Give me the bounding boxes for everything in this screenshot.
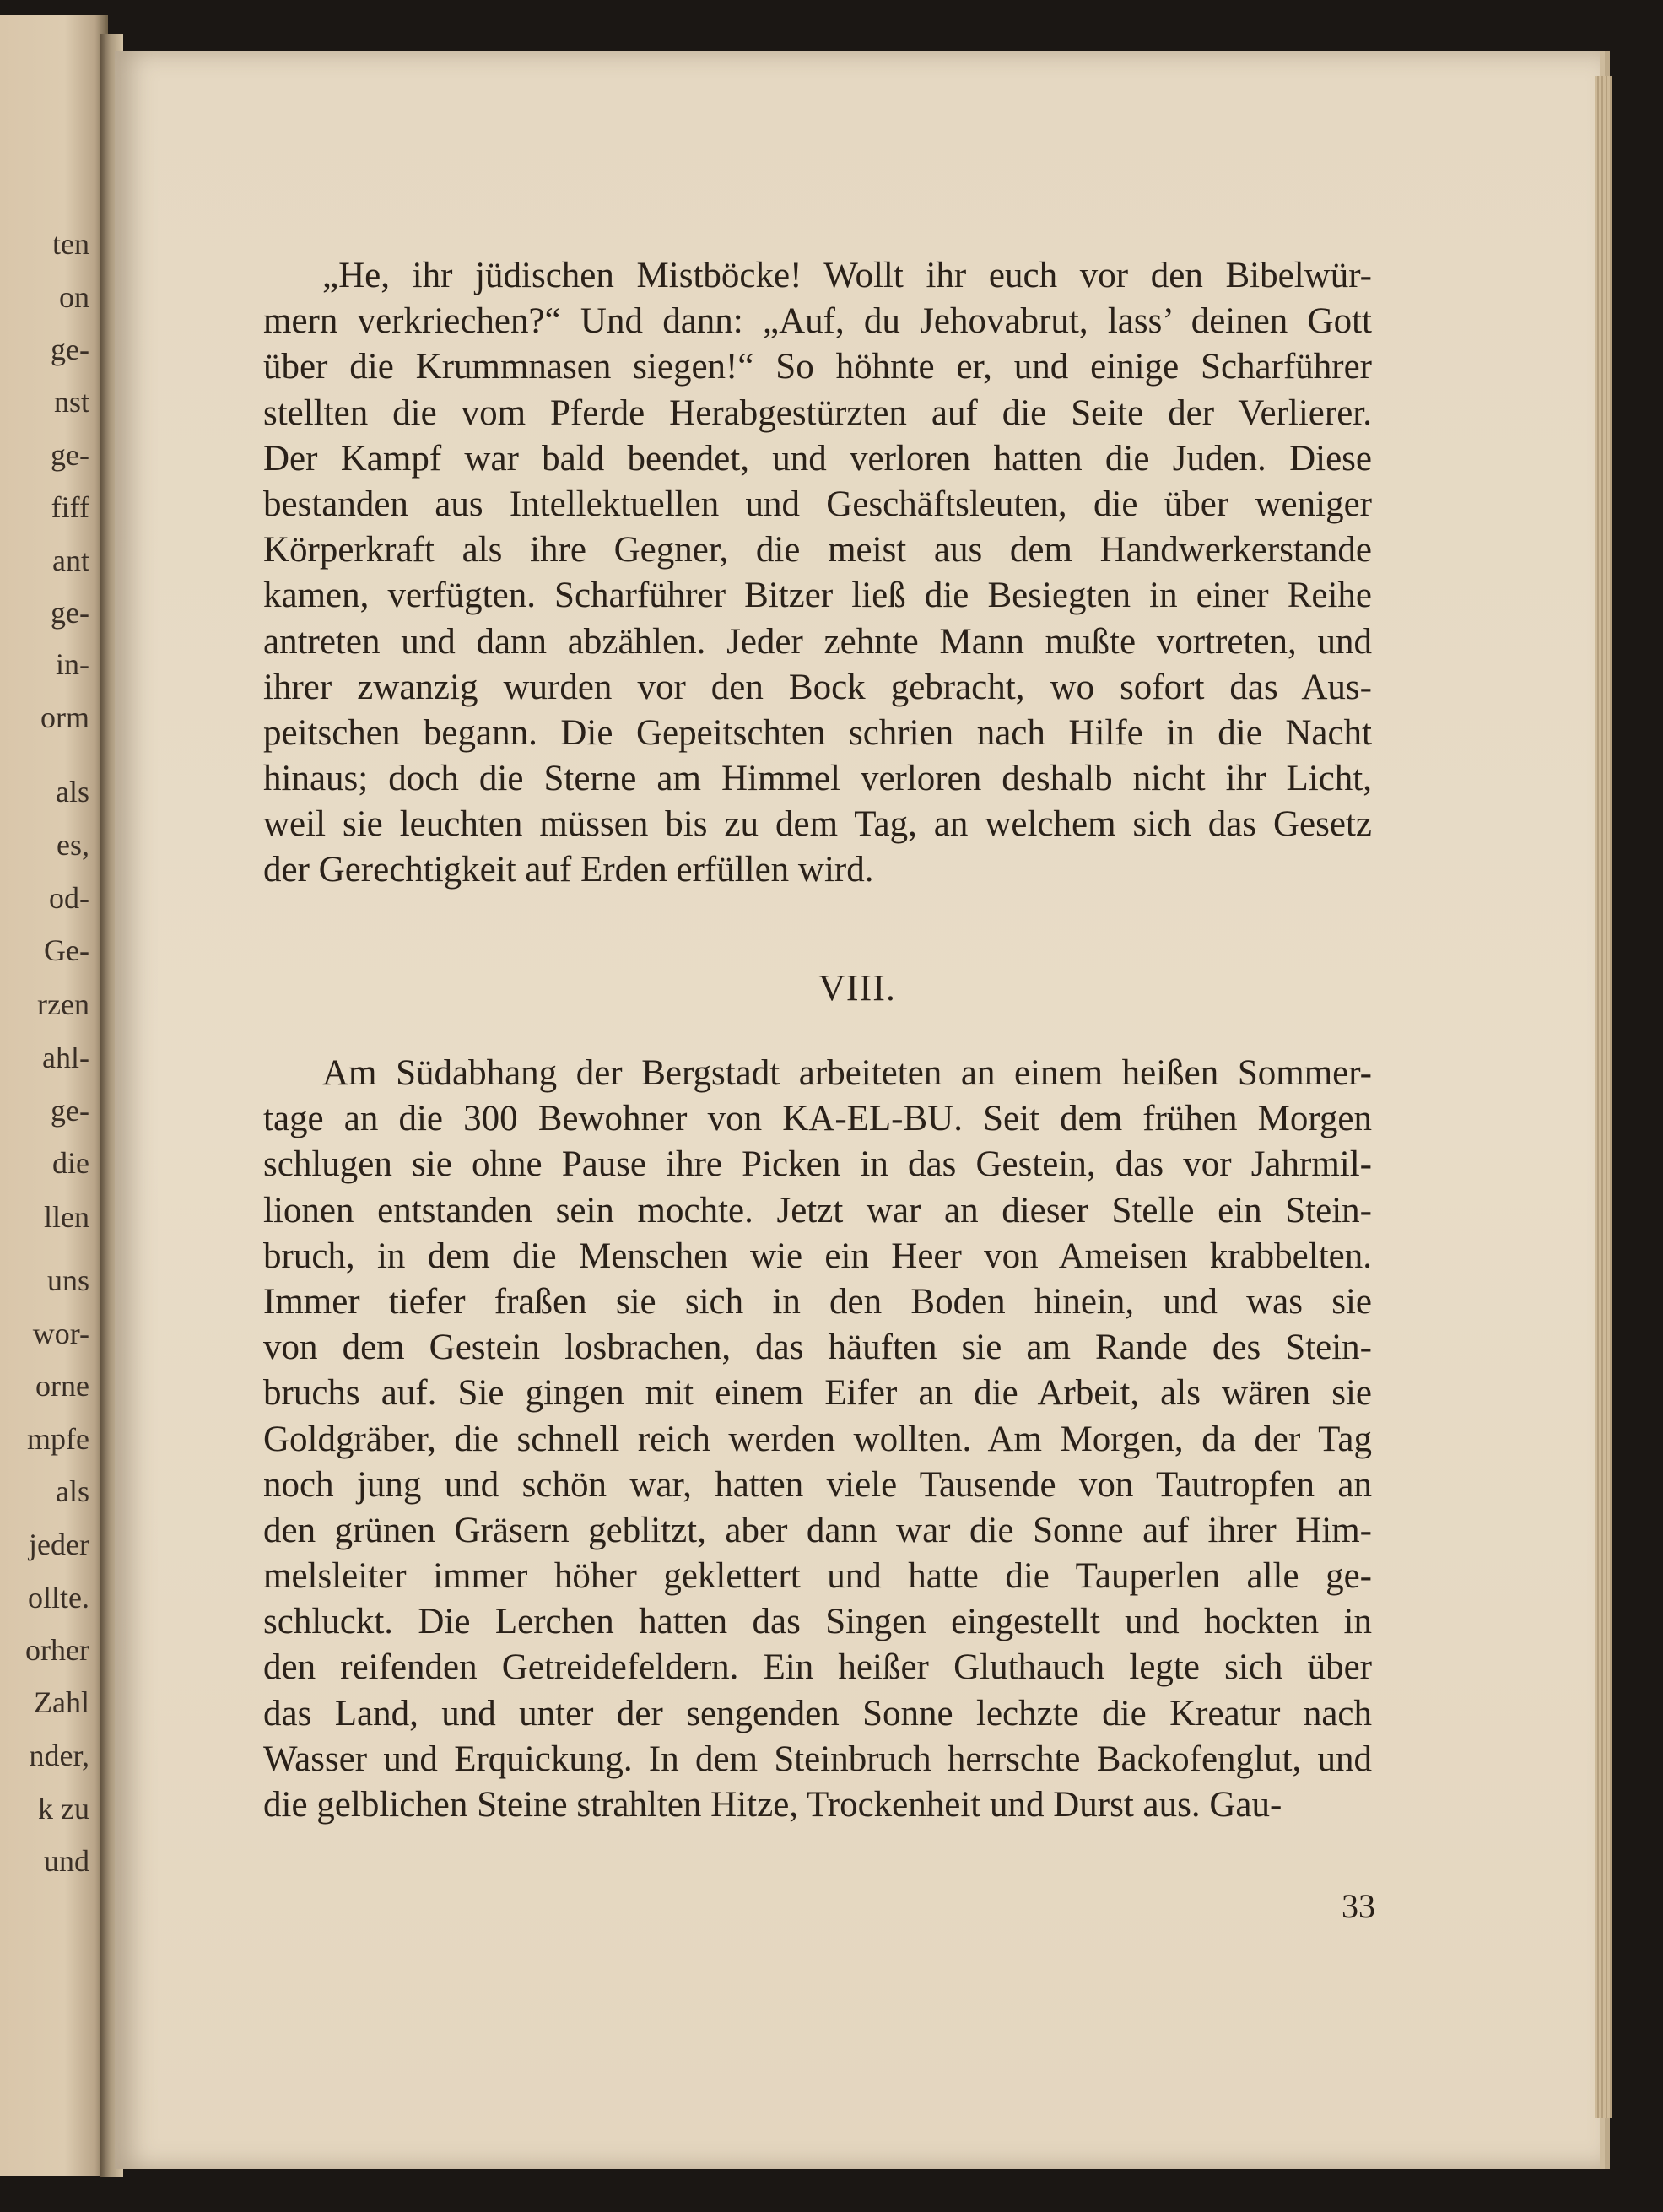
text-line: bruch, in dem die Menschen wie ein Heer von Ameisen krabbelten.: [263, 1236, 1372, 1276]
text-line: bruchs auf. Sie gingen mit einem Eifer an die Arbeit, als wären sie: [263, 1373, 1372, 1414]
left-page-text-fragment: und: [44, 1844, 89, 1878]
text-line: hinaus; doch die Sterne am Himmel verloren deshalb nicht ihr Licht,: [263, 759, 1372, 799]
text-line: schluckt. Die Lerchen hatten das Singen eingestellt und hockten in: [263, 1602, 1372, 1642]
left-page-text-fragment: in-: [56, 647, 89, 681]
left-page-text-fragment: orher: [25, 1633, 89, 1667]
text-line: peitschen begann. Die Gepeitschten schrien nach Hilfe in die Nacht: [263, 712, 1372, 753]
left-page-text-fragment: ant: [52, 544, 89, 577]
left-page-text-fragment: Ge-: [44, 933, 89, 967]
left-page-text-fragment: ge-: [51, 438, 89, 472]
text-line: Wasser und Erquickung. In dem Steinbruch herrschte Backofenglut, und: [263, 1739, 1372, 1779]
left-page-text-fragment: es,: [57, 828, 89, 862]
text-line: antreten und dann abzählen. Jeder zehnte Mann mußte vortreten, und: [263, 621, 1372, 662]
left-page-text-fragment: rzen: [37, 987, 89, 1021]
left-page-text-fragment: ten: [52, 227, 89, 261]
left-page-text-fragment: mpfe: [27, 1422, 89, 1456]
left-page-text-fragment: als: [56, 1474, 89, 1508]
text-line: „He, ihr jüdischen Mistböcke! Wollt ihr euch vor den Bibelwür-: [322, 256, 1372, 295]
text-line: über die Krummnasen siegen!“ So höhnte er, und einige Scharführer: [263, 347, 1372, 387]
left-page-text-fragment: od-: [49, 881, 89, 915]
left-page-text-fragment: ahl-: [42, 1041, 89, 1074]
text-line: der Gerechtigkeit auf Erden erfüllen wird.: [263, 850, 874, 890]
text-line: Körperkraft als ihre Gegner, die meist aus dem Handwerkerstande: [263, 530, 1372, 571]
left-page-text-fragment: nder,: [29, 1739, 89, 1772]
left-page-text-fragment: k zu: [38, 1792, 89, 1825]
text-line: stellten die vom Pferde Herabgestürzten auf die Seite der Verlierer.: [263, 392, 1372, 433]
left-page-text-fragment: als: [56, 775, 89, 809]
left-page-text-fragment: ge-: [51, 1094, 89, 1128]
text-line: schlugen sie ohne Pause ihre Picken in das Gestein, das vor Jahrmil-: [263, 1144, 1372, 1185]
text-line: den grünen Gräsern geblitzt, aber dann war die Sonne auf ihrer Him-: [263, 1510, 1372, 1550]
left-page-text-fragment: ge-: [51, 333, 89, 366]
left-page-text-fragment: orne: [35, 1369, 89, 1403]
page-number: 33: [1342, 1887, 1375, 1925]
left-page-edge: [0, 15, 108, 2176]
left-page-text-fragment: uns: [46, 1263, 89, 1297]
left-page-text-fragment: jeder: [29, 1528, 89, 1561]
page-edges: [1595, 76, 1612, 2118]
left-page-text-fragment: die: [52, 1146, 89, 1180]
text-line: Goldgräber, die schnell reich werden wollten. Am Morgen, da der Tag: [263, 1419, 1372, 1459]
section-heading: VIII.: [818, 967, 896, 1009]
left-page-text-fragment: ge-: [51, 596, 89, 630]
left-page-text-fragment: Zahl: [34, 1685, 89, 1719]
text-line: mern verkriechen?“ Und dann: „Auf, du Jehovabrut, lass’ deinen Gott: [263, 301, 1372, 342]
left-page-text-fragment: wor-: [32, 1317, 89, 1350]
left-page-text-fragment: fiff: [51, 490, 89, 524]
text-line: noch jung und schön war, hatten viele Tausende von Tautropfen an: [263, 1464, 1372, 1505]
text-line: melsleiter immer höher geklettert und hatte die Tauperlen alle ge-: [263, 1556, 1372, 1597]
text-line: weil sie leuchten müssen bis zu dem Tag, an welchem sich das Gesetz: [263, 804, 1372, 845]
text-line: bestanden aus Intellektuellen und Geschäftsleuten, die über weniger: [263, 484, 1372, 524]
text-line: kamen, verfügten. Scharführer Bitzer ließ die Besiegten in einer Reihe: [263, 576, 1372, 616]
text-line: das Land, und unter der sengenden Sonne lechzte die Kreatur nach: [263, 1693, 1372, 1733]
left-page-text-fragment: llen: [44, 1200, 89, 1234]
paragraph-1: [263, 253, 1372, 894]
text-line: den reifenden Getreidefeldern. Ein heißer Gluthauch legte sich über: [263, 1647, 1372, 1688]
text-line: tage an die 300 Bewohner von KA-EL-BU. Seit dem frühen Morgen: [263, 1099, 1372, 1139]
left-page-text-fragment: orm: [40, 700, 89, 734]
left-page-text-fragment: nst: [53, 385, 89, 419]
text-line: Der Kampf war bald beendet, und verloren hatten die Juden. Diese: [263, 438, 1372, 479]
paragraph-2: [263, 1051, 1372, 1828]
text-line: die gelblichen Steine strahlten Hitze, Trockenheit und Durst aus. Gau-: [263, 1785, 1282, 1825]
left-page-text-fragment: ollte.: [28, 1581, 89, 1614]
text-line: ihrer zwanzig wurden vor den Bock gebracht, wo sofort das Aus-: [263, 667, 1372, 707]
text-line: von dem Gestein losbrachen, das häuften sie am Rande des Stein-: [263, 1328, 1372, 1368]
text-line: Am Südabhang der Bergstadt arbeiteten an einem heißen Sommer-: [322, 1053, 1372, 1093]
left-page-text-fragment: on: [59, 280, 89, 314]
text-line: Immer tiefer fraßen sie sich in den Boden hinein, und was sie: [263, 1281, 1372, 1322]
text-line: lionen entstanden sein mochte. Jetzt war an dieser Stelle ein Stein-: [263, 1190, 1372, 1230]
